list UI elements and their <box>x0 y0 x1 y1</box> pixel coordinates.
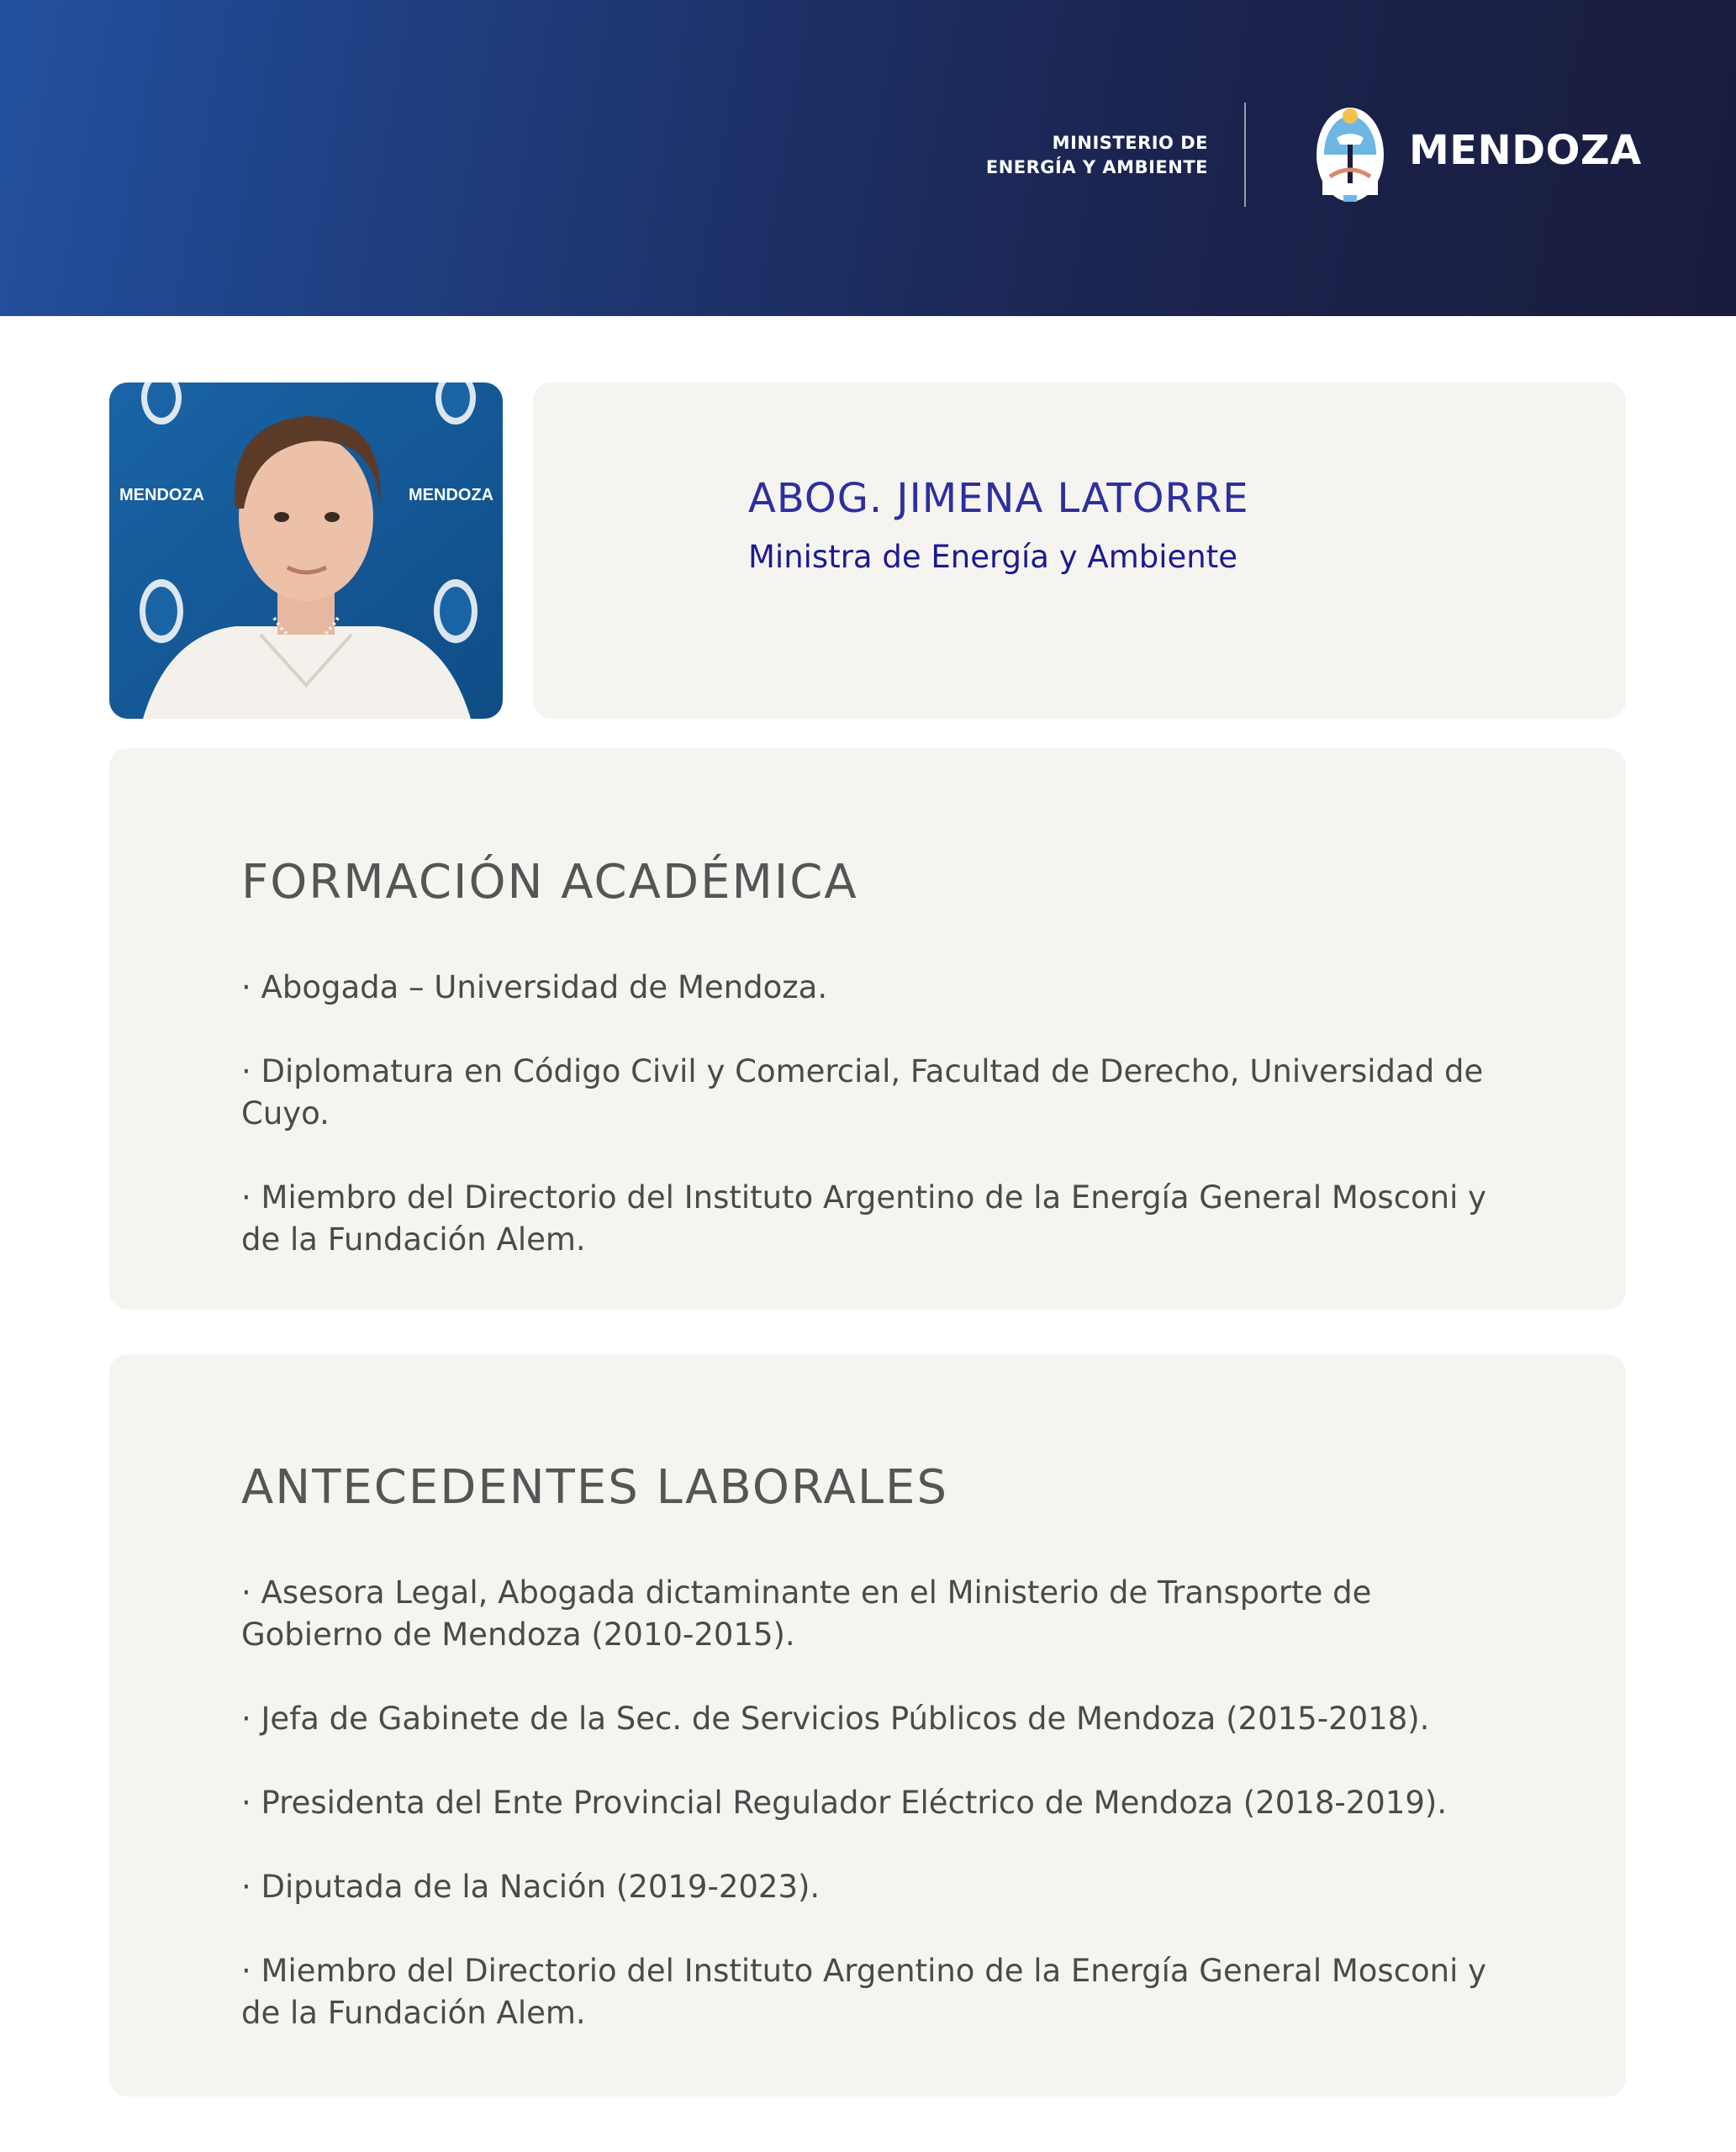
header-divider <box>1244 103 1246 207</box>
education-list <box>241 967 1519 1303</box>
backdrop-text-left: MENDOZA <box>119 486 205 504</box>
backdrop-text-right: MENDOZA <box>409 486 494 504</box>
list-item: · Diputada de la Nación (2019-2023). <box>241 1869 821 1905</box>
mendoza-coat-of-arms-icon <box>1313 101 1387 207</box>
education-title: FORMACIÓN ACADÉMICA <box>241 855 858 910</box>
education-card <box>109 748 1626 1310</box>
list-item: · Presidenta del Ente Provincial Regulador Eléctrico de Mendoza (2018-2019). <box>241 1785 1448 1821</box>
ministry-line-2: ENERGÍA Y AMBIENTE <box>985 157 1208 177</box>
list-item: · Asesora Legal, Abogada dictaminante en el Ministerio de Transporte de Gobierno de Mendoza (2010-2015). <box>241 1574 1372 1653</box>
person-role: Ministra de Energía y Ambiente <box>748 539 1237 575</box>
brand-mendoza: MENDOZA <box>1409 127 1642 174</box>
list-item: · Diplomatura en Código Civil y Comercial, Facultad de Derecho, Universidad de Cuyo. <box>241 1053 1484 1131</box>
page-header <box>0 0 1736 316</box>
list-item: · Abogada – Universidad de Mendoza. <box>241 969 828 1005</box>
work-title: ANTECEDENTES LABORALES <box>241 1460 948 1515</box>
ministry-line-1: MINISTERIO DE <box>1052 133 1208 153</box>
person-name: ABOG. JIMENA LATORRE <box>748 475 1249 522</box>
portrait-image <box>109 382 503 719</box>
list-item: · Miembro del Directorio del Instituto Argentino de la Energía General Mosconi y de la Fundación Alem. <box>241 1953 1487 2031</box>
list-item: · Miembro del Directorio del Instituto Argentino de la Energía General Mosconi y de la Fundación Alem. <box>241 1179 1487 1258</box>
profile-photo <box>109 382 503 719</box>
ministry-name <box>986 131 1208 180</box>
list-item: · Jefa de Gabinete de la Sec. de Servicios Públicos de Mendoza (2015-2018). <box>241 1701 1430 1737</box>
work-list <box>241 1572 1519 2076</box>
work-card <box>109 1354 1626 2097</box>
profile-card <box>533 382 1626 719</box>
